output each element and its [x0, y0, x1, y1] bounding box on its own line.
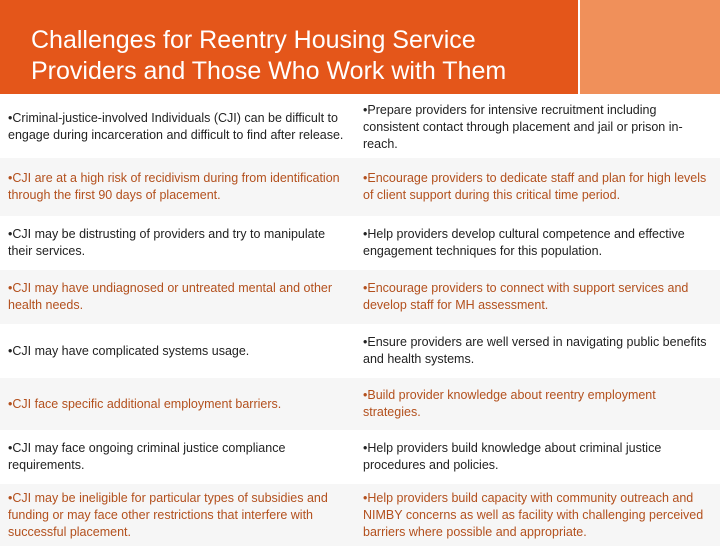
strategy-cell: •Help providers build capacity with community outreach and NIMBY concerns as well as facility with challenging perceived barriers where possible and appropriate.: [363, 490, 704, 539]
strategy-cell: •Help providers develop cultural competence and effective engagement techniques for this population.: [363, 227, 685, 258]
table-row: [0, 378, 720, 430]
strategy-cell: •Help providers build knowledge about criminal justice procedures and policies.: [363, 441, 662, 472]
challenge-cell: •CJI may be distrusting of providers and try to manipulate their services.: [8, 227, 326, 258]
challenge-cell: •CJI face specific additional employment barriers.: [8, 396, 282, 411]
strategy-cell: •Ensure providers are well versed in navigating public benefits and health systems.: [363, 335, 707, 366]
strategy-cell: •Build provider knowledge about reentry employment strategies.: [363, 388, 656, 419]
table-row: [0, 158, 720, 216]
challenge-cell: •CJI may have undiagnosed or untreated mental and other health needs.: [8, 281, 333, 312]
challenges-table: [0, 96, 720, 546]
challenge-cell: •CJI may have complicated systems usage.: [8, 343, 250, 358]
table-row: [0, 324, 720, 378]
table-row: [0, 96, 720, 158]
slide-title: Challenges for Reentry Housing Service Providers and Those Who Work with Them: [31, 26, 507, 85]
table-row: [0, 270, 720, 324]
table-row: [0, 484, 720, 546]
title-accent-block: [580, 0, 720, 94]
challenge-cell: •CJI may face ongoing criminal justice compliance requirements.: [8, 441, 286, 472]
table-row: [0, 216, 720, 270]
strategy-cell: •Prepare providers for intensive recruitment including consistent contact through placement and jail or prison in-reach.: [363, 102, 683, 151]
title-banner: [0, 0, 578, 94]
table-row: [0, 430, 720, 484]
strategy-cell: •Encourage providers to dedicate staff and plan for high levels of client support during this critical time period.: [363, 171, 707, 202]
challenge-cell: •CJI may be ineligible for particular types of subsidies and funding or may face other restrictions that interfere with successful placement.: [8, 490, 328, 539]
strategy-cell: •Encourage providers to connect with support services and develop staff for MH assessment.: [363, 281, 689, 312]
challenge-cell: •Criminal-justice-involved Individuals (CJI) can be difficult to engage during incarceration and difficult to find after release.: [8, 111, 344, 142]
challenge-cell: •CJI are at a high risk of recidivism during from identification through the first 90 days of placement.: [8, 171, 340, 202]
